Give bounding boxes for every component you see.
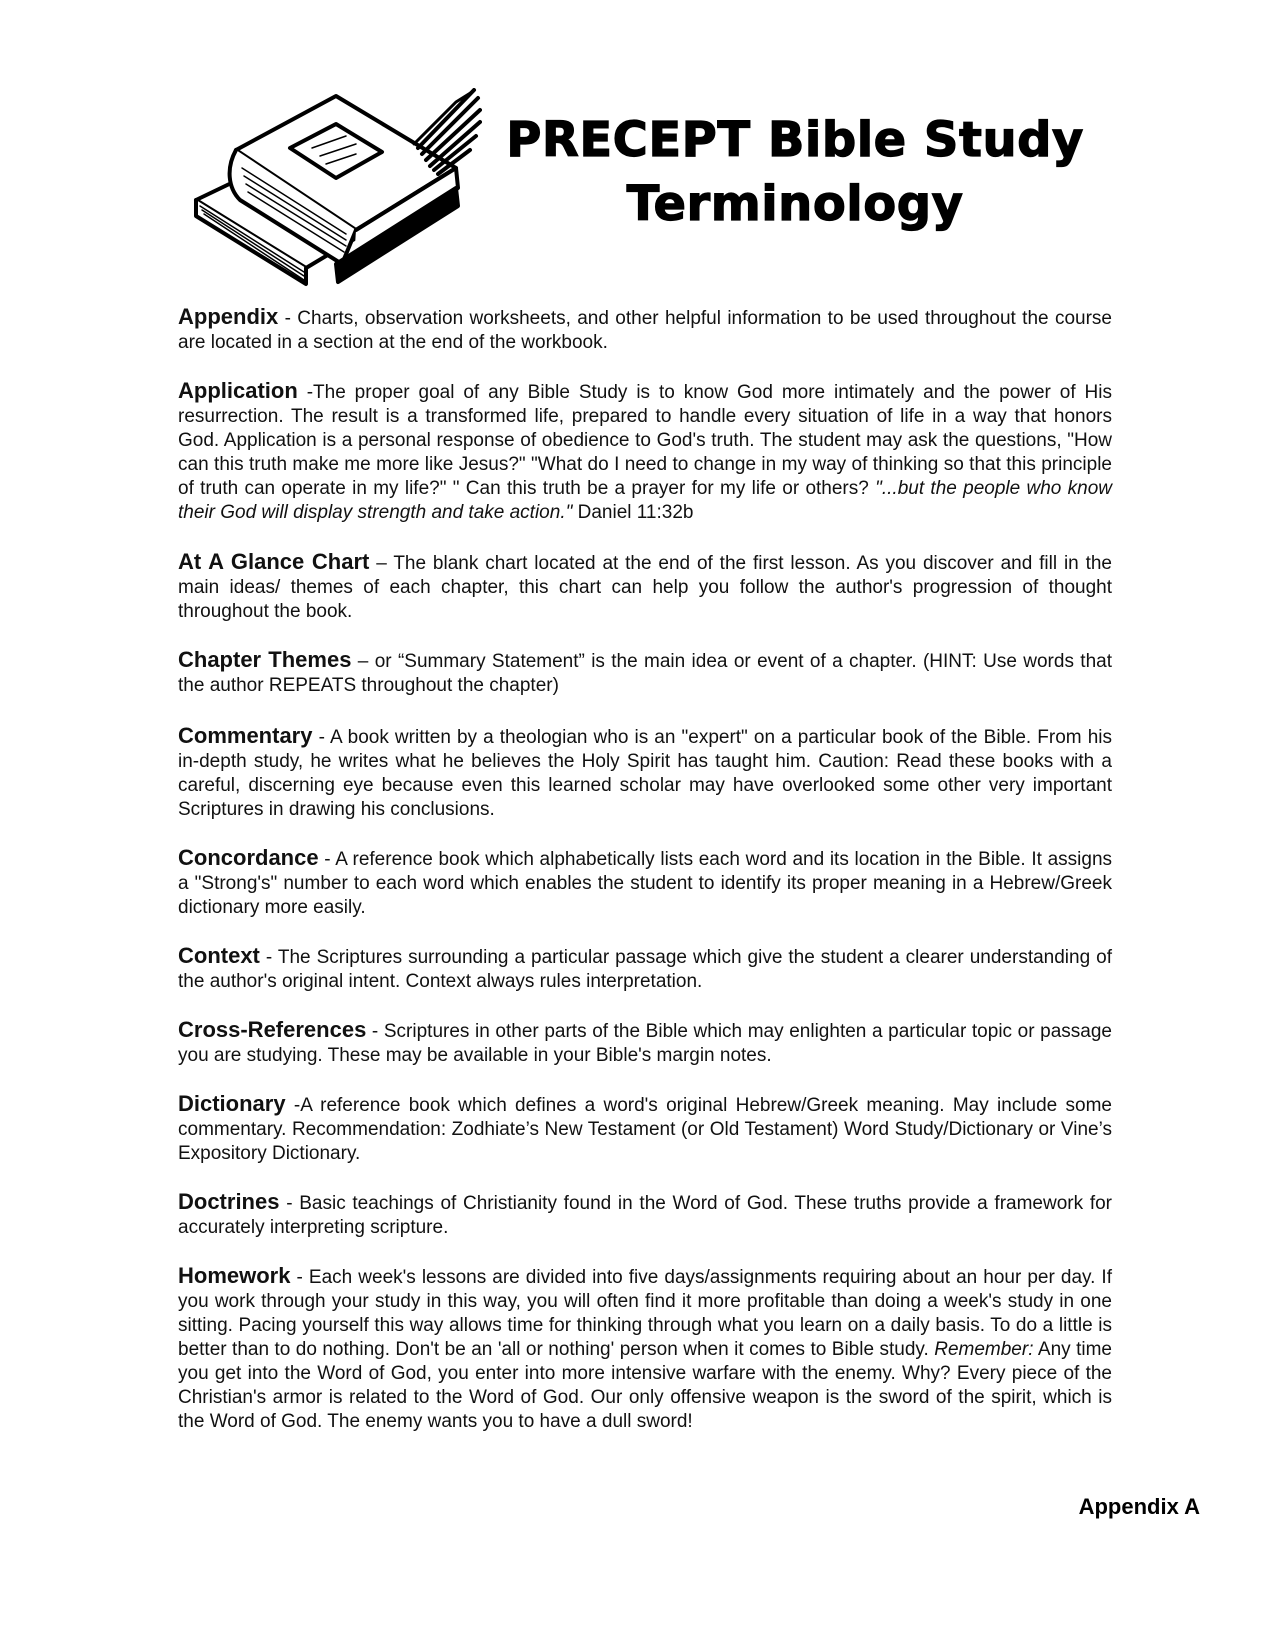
term: At A Glance Chart [178, 549, 370, 574]
entry-context [178, 944, 1112, 994]
definition-continued: Any time you get into the Word of God, you enter into more intensive warfare with the enemy. Why? Every piece of the Christian's armor is related to the Word of God. Our only offensive weapon is the sword of the spirit, which is the Word of God. The enemy wants you to have a dull sword! [178, 1339, 1112, 1432]
entry-application [178, 379, 1112, 525]
page-title [500, 108, 1090, 236]
separator: - [297, 382, 314, 403]
page-footer-label: Appendix A [1078, 1494, 1200, 1519]
winged-book-illustration [186, 88, 482, 302]
entry-homework [178, 1264, 1112, 1434]
entry-commentary [178, 724, 1112, 822]
definition: Basic teachings of Christianity found in the Word of God. These truths provide a framework for accurately interpreting scripture. [178, 1193, 1112, 1238]
title-line-1: PRECEPT Bible Study [506, 112, 1084, 168]
separator: - [285, 1095, 301, 1116]
entry-appendix [178, 305, 1112, 355]
term: Dictionary [178, 1091, 286, 1116]
separator: - [312, 727, 330, 748]
separator: - [279, 1193, 300, 1214]
separator: – [351, 651, 375, 672]
entry-doctrines [178, 1190, 1112, 1240]
scripture-reference: Daniel 11:32b [572, 502, 694, 523]
separator: - [290, 1267, 309, 1288]
definition: A reference book which defines a word's original Hebrew/Greek meaning. May include some commentary. Recommendation: Zodhiate’s New Testament (or Old Testament) Word Study/Dictionary or Vine’s Expository Dictionary. [178, 1095, 1112, 1164]
separator: - [278, 308, 298, 329]
definition: The Scriptures surrounding a particular passage which give the student a clearer understanding of the author's original intent. Context always rules interpretation. [178, 947, 1112, 992]
definition: Charts, observation worksheets, and other helpful information to be used throughout the course are located in a section at the end of the workbook. [178, 308, 1112, 353]
definition: The proper goal of any Bible Study is to know God more intimately and the power of His resurrection. The result is a transformed life, prepared to handle every situation of life in a way that honors God. Application is a personal response of obedience to God's truth. The student may ask the questions, "How can this truth make me more like Jesus?" "What do I need to change in my way of thinking so that this principle of truth can operate in my life?" " Can this truth be a prayer for my life or others? [178, 382, 1112, 499]
remember-label: Remember: [934, 1339, 1034, 1360]
term: Chapter Themes [178, 647, 352, 672]
term: Doctrines [178, 1189, 280, 1214]
term: Context [178, 943, 260, 968]
definition: Each week's lessons are divided into five days/assignments requiring about an hour per day. If you work through your study in this way, you will often find it more profitable than doing a week's study in one sitting. Pacing yourself this way allows time for thinking through what you learn on a daily basis. To do a little is better than to do nothing. Don't be an 'all or nothing' person when it comes to Bible study. [178, 1267, 1112, 1360]
term: Cross-References [178, 1017, 367, 1042]
definition: Scriptures in other parts of the Bible which may enlighten a particular topic or passage you are studying. These may be available in your Bible's margin notes. [178, 1021, 1112, 1066]
separator: – [369, 553, 394, 574]
definition: or “Summary Statement” is the main idea or event of a chapter. (HINT: Use words that the author REPEATS throughout the chapter) [178, 651, 1112, 696]
definition: A reference book which alphabetically lists each word and its location in the Bible. It assigns a "Strong's" number to each word which enables the student to identify its proper meaning in a Hebrew/Greek dictionary more easily. [178, 849, 1113, 918]
title-line-2: Terminology [626, 176, 964, 232]
term: Commentary [178, 723, 313, 748]
term: Application [178, 378, 298, 403]
entry-cross-references [178, 1018, 1112, 1068]
entry-at-a-glance-chart [178, 550, 1112, 624]
term: Concordance [178, 845, 319, 870]
terminology-list [178, 305, 1112, 1434]
separator: - [366, 1021, 384, 1042]
term: Appendix [178, 304, 279, 329]
entry-chapter-themes [178, 648, 1112, 698]
separator: - [259, 947, 278, 968]
scripture-quote: "...but the people who know their God will display strength and take action." [178, 478, 1112, 523]
definition: The blank chart located at the end of the first lesson. As you discover and fill in the main ideas/ themes of each chapter, this chart can help you follow the author's progression of thought throughout the book. [178, 553, 1113, 622]
entry-dictionary [178, 1092, 1112, 1166]
definition: A book written by a theologian who is an "expert" on a particular book of the Bible. From his in-depth study, he writes what he believes the Holy Spirit has taught him. Caution: Read these books with a careful, discerning eye because even this learned scholar may have overlooked some other very important Scriptures in drawing his conclusions. [178, 727, 1112, 820]
entry-concordance [178, 846, 1112, 920]
term: Homework [178, 1263, 291, 1288]
separator: - [318, 849, 336, 870]
